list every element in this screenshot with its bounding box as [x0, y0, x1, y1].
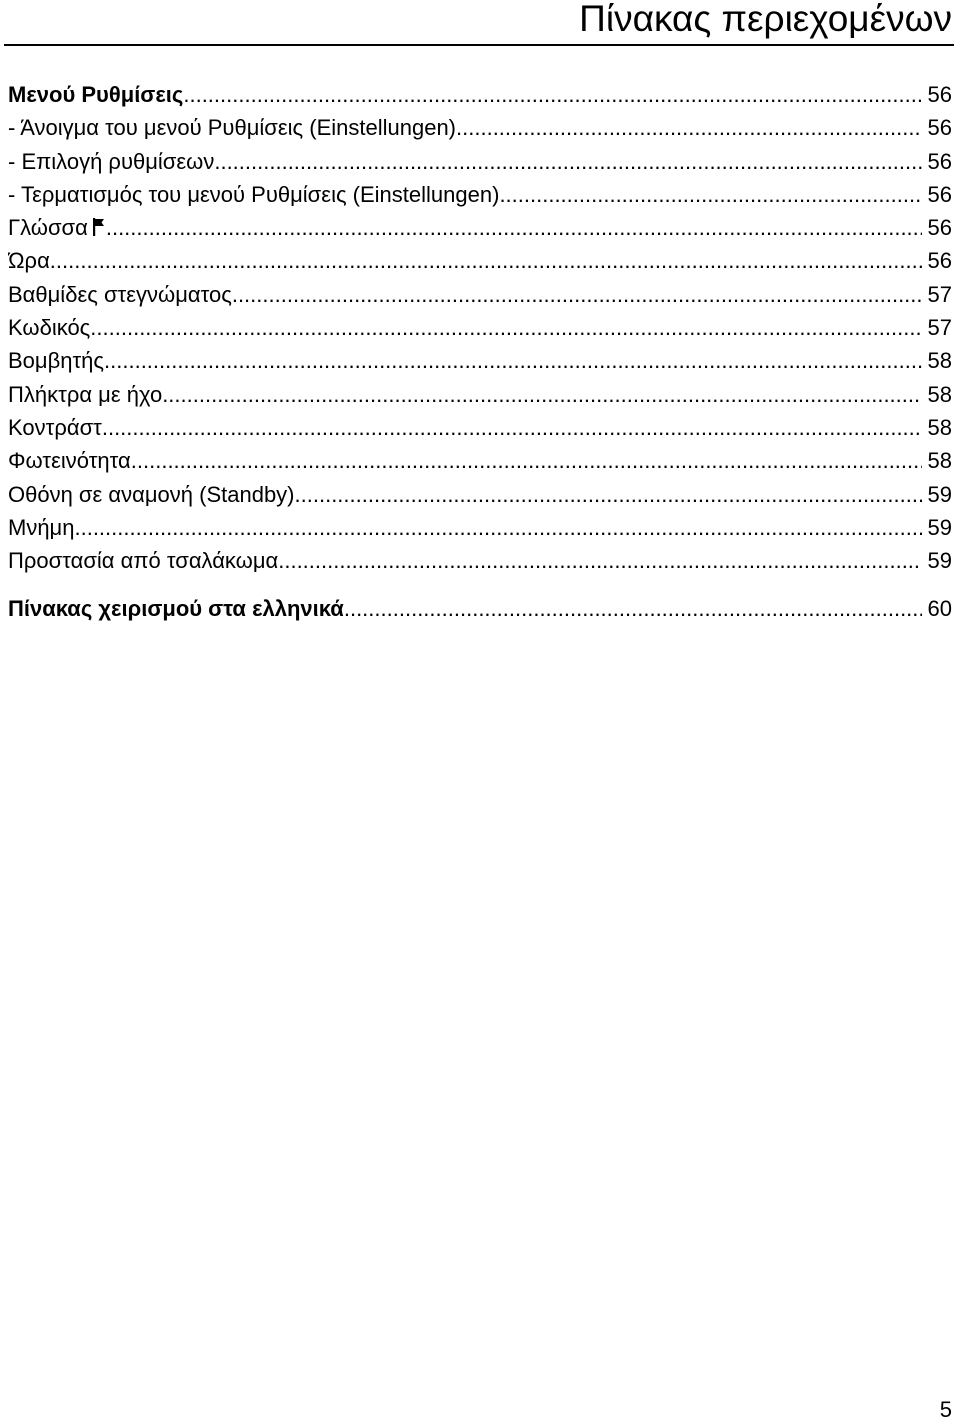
- toc-entry-label: Πλήκτρα με ήχο: [8, 381, 163, 407]
- toc-entry-label: - Επιλογή ρυθμίσεων: [8, 148, 215, 174]
- toc-entry[interactable]: [8, 178, 952, 211]
- toc-entry-label-with-icon: [8, 211, 106, 244]
- toc-entry-label: Βαθμίδες στεγνώματος: [8, 281, 232, 307]
- toc-entry-page: 58: [927, 414, 952, 440]
- toc-dot-leader: [456, 111, 922, 144]
- toc-entry-page: 58: [927, 381, 952, 407]
- toc-dot-leader: [214, 145, 921, 178]
- toc-entry[interactable]: [8, 111, 952, 144]
- toc-entry-page: 58: [927, 348, 952, 374]
- toc-entry-page: 58: [927, 448, 952, 474]
- toc-entry[interactable]: [8, 444, 952, 477]
- toc-entry-label: Κοντράστ: [8, 414, 102, 440]
- toc-entry-page: 59: [927, 548, 952, 574]
- toc-dot-leader: [74, 511, 921, 544]
- toc-dot-leader: [106, 211, 922, 244]
- toc-entry[interactable]: [8, 311, 952, 344]
- toc-dot-leader: [295, 478, 922, 511]
- toc-entry-page: 56: [927, 215, 952, 241]
- toc-dot-leader: [162, 378, 921, 411]
- toc-entry[interactable]: [8, 211, 952, 244]
- toc-entry[interactable]: [8, 411, 952, 444]
- page-number: 5: [939, 1397, 952, 1422]
- toc-dot-leader: [50, 244, 922, 277]
- toc-entry-page: 56: [927, 248, 952, 274]
- toc-entry[interactable]: [8, 344, 952, 377]
- toc-entry-page: 57: [927, 315, 952, 341]
- toc-entry[interactable]: [8, 544, 952, 577]
- toc-dot-leader: [344, 592, 922, 625]
- toc-entry-label: Οθόνη σε αναμονή (Standby): [8, 481, 295, 507]
- toc-entry-page: 56: [927, 181, 952, 207]
- toc-entry[interactable]: [8, 244, 952, 277]
- title-rule: [4, 44, 954, 46]
- toc-dot-leader: [90, 311, 921, 344]
- toc-dot-leader: [232, 278, 922, 311]
- toc-dot-leader: [499, 178, 921, 211]
- toc-entry[interactable]: [8, 78, 952, 111]
- toc-entry-label: - Άνοιγμα του μενού Ρυθμίσεις (Einstellungen): [8, 115, 457, 141]
- toc-entry[interactable]: [8, 378, 952, 411]
- toc-entry[interactable]: [8, 278, 952, 311]
- toc-entry[interactable]: [8, 592, 952, 625]
- toc-dot-leader: [278, 544, 921, 577]
- toc-entry-page: 60: [927, 596, 952, 622]
- toc-entry-page: 56: [927, 115, 952, 141]
- toc-entry-label: Γλώσσα: [8, 215, 88, 241]
- flag-icon: [92, 217, 106, 237]
- toc-entry-page: 57: [927, 281, 952, 307]
- toc-dot-leader: [102, 411, 922, 444]
- toc-entry-label: Μνήμη: [8, 514, 75, 540]
- toc-entry-page: 59: [927, 514, 952, 540]
- toc-dot-leader: [131, 444, 922, 477]
- toc-entry[interactable]: [8, 145, 952, 178]
- toc-dot-leader: [104, 344, 922, 377]
- toc-entry-page: 56: [927, 82, 952, 107]
- toc-entry-label: Προστασία από τσαλάκωμα: [8, 548, 279, 574]
- toc-entry-label: Πίνακας χειρισμού στα ελληνικά: [8, 596, 344, 622]
- toc-entry-label: Βομβητής: [8, 348, 105, 374]
- toc-entry-label: - Τερματισμός του μενού Ρυθμίσεις (Einstellungen): [8, 181, 500, 207]
- toc-entry-label: Ώρα: [8, 248, 50, 274]
- toc-entry-page: 56: [927, 148, 952, 174]
- toc-entry-label: Μενού Ρυθμίσεις: [8, 82, 184, 107]
- toc-entry-label: Φωτεινότητα: [8, 448, 131, 474]
- page-title: Πίνακας περιεχομένων: [579, 0, 952, 39]
- toc-dot-leader: [183, 78, 921, 111]
- toc-entry-label: Κωδικός: [8, 315, 91, 341]
- toc-entry[interactable]: [8, 511, 952, 544]
- toc-entry[interactable]: [8, 478, 952, 511]
- toc-entry-page: 59: [927, 481, 952, 507]
- table-of-contents: [8, 78, 952, 626]
